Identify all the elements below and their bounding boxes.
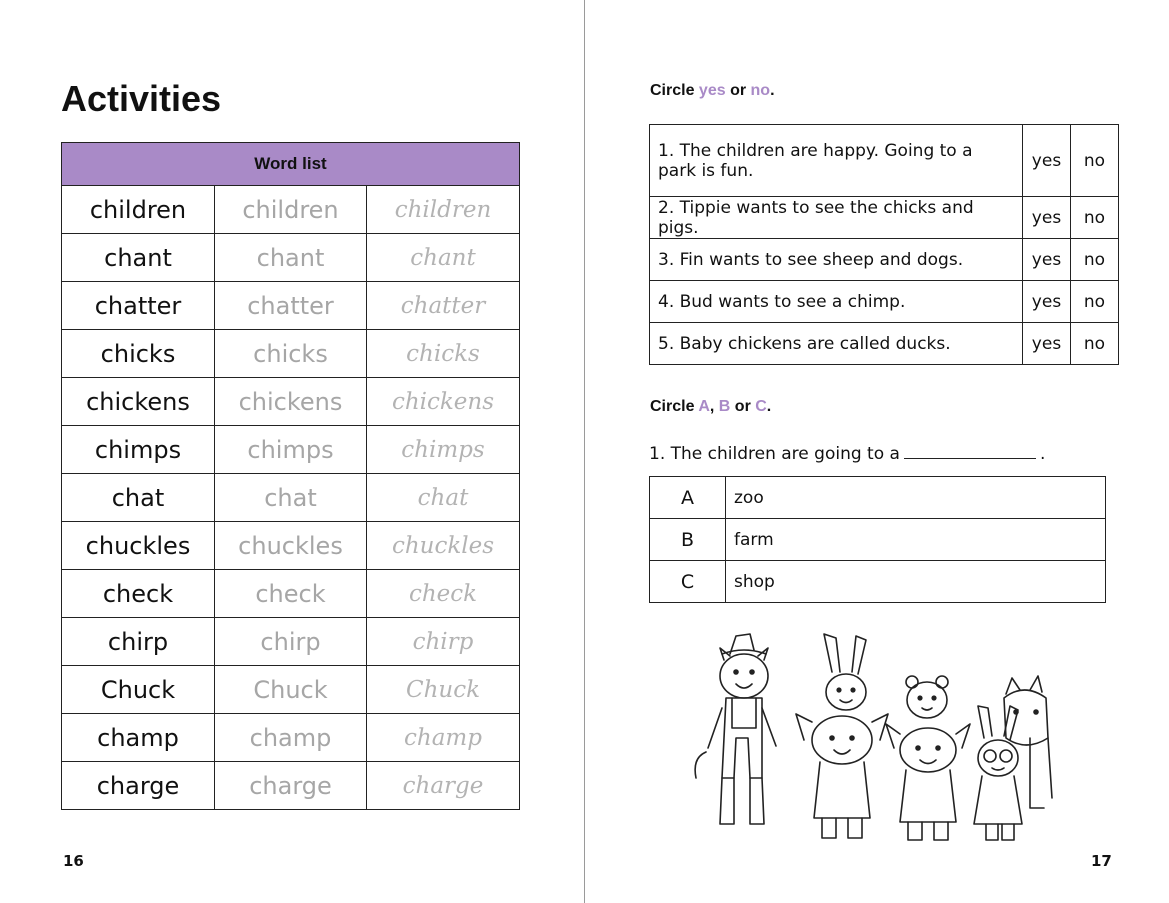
option-text: zoo [726,477,1106,519]
question-text: 2. Tippie wants to see the chicks and pigs. [650,197,1023,239]
bear-character [906,676,948,718]
instruction-text: , [709,398,719,415]
yes-option[interactable]: yes [1023,125,1071,197]
yes-no-table [649,124,1119,365]
abc-options-table [649,476,1106,603]
no-option[interactable]: no [1071,281,1119,323]
yes-no-instruction [650,82,775,100]
rabbit-glasses-character [974,706,1022,840]
table-row [650,281,1119,323]
table-row [650,125,1119,197]
word-cursive: chimps [367,426,520,474]
cat-character [695,634,776,824]
word: Chuck [62,666,215,714]
question-text: 3. Fin wants to see sheep and dogs. [650,239,1023,281]
table-row [650,561,1106,603]
word-list-body [62,186,520,810]
letter-b: B [718,398,731,415]
word: chirp [62,618,215,666]
table-row [62,618,520,666]
word: chat [62,474,215,522]
word-trace: check [215,570,367,618]
table-row [62,762,520,810]
word-trace: chatter [215,282,367,330]
word-trace: chant [215,234,367,282]
rabbit-character [824,634,866,710]
word-trace: chickens [215,378,367,426]
word-list-header: Word list [62,143,520,186]
instruction-text: Circle [650,82,699,99]
word-trace: champ [215,714,367,762]
pig-character-2 [886,724,970,840]
table-row [62,426,520,474]
word-trace: chat [215,474,367,522]
word: children [62,186,215,234]
word-cursive: charge [367,762,520,810]
word: chatter [62,282,215,330]
word-trace: chirp [215,618,367,666]
instruction-text: Circle [650,398,699,415]
no-option[interactable]: no [1071,323,1119,365]
option-letter[interactable]: B [650,519,726,561]
word: chuckles [62,522,215,570]
yes-option[interactable]: yes [1023,281,1071,323]
table-row [62,666,520,714]
table-row [62,234,520,282]
pig-character [796,714,888,838]
word-trace: children [215,186,367,234]
word: charge [62,762,215,810]
word: chickens [62,378,215,426]
word-cursive: champ [367,714,520,762]
word-cursive: chant [367,234,520,282]
question-text: 4. Bud wants to see a chimp. [650,281,1023,323]
table-row [650,323,1119,365]
abc-instruction [650,398,771,416]
horse-character [1004,676,1052,808]
no-option[interactable]: no [1071,197,1119,239]
word-cursive: chickens [367,378,520,426]
instruction-text: or [730,398,756,415]
letter-c: C [755,398,767,415]
yes-option[interactable]: yes [1023,239,1071,281]
word-trace: chimps [215,426,367,474]
sentence-text: 1. The children are going to a [649,444,900,464]
question-text: 5. Baby chickens are called ducks. [650,323,1023,365]
table-row [650,239,1119,281]
option-letter[interactable]: A [650,477,726,519]
word-trace: chicks [215,330,367,378]
table-row [62,186,520,234]
word-cursive: Chuck [367,666,520,714]
option-text: farm [726,519,1106,561]
instruction-text: . [766,398,772,415]
instruction-text: . [770,82,775,99]
word-cursive: chicks [367,330,520,378]
word: chicks [62,330,215,378]
word-cursive: chatter [367,282,520,330]
table-row [62,378,520,426]
page-number-right: 17 [1091,852,1112,870]
option-letter[interactable]: C [650,561,726,603]
word: champ [62,714,215,762]
table-row [62,714,520,762]
word-trace: chuckles [215,522,367,570]
word-cursive: chirp [367,618,520,666]
table-row [62,570,520,618]
word-cursive: check [367,570,520,618]
no-option[interactable]: no [1071,125,1119,197]
word-list-table [61,142,520,810]
animal-characters-illustration [686,628,1066,848]
book-spine [584,0,585,903]
table-row [62,282,520,330]
instruction-text: or [725,82,751,99]
option-text: shop [726,561,1106,603]
table-row [650,519,1106,561]
no-word: no [750,82,771,99]
word: check [62,570,215,618]
word: chant [62,234,215,282]
table-row [650,197,1119,239]
table-row [62,330,520,378]
table-row [62,522,520,570]
letter-a: A [698,398,710,415]
table-row [650,477,1106,519]
no-option[interactable]: no [1071,239,1119,281]
word-cursive: chat [367,474,520,522]
fill-in-sentence [649,444,1045,464]
page-title: Activities [61,78,222,119]
question-text: 1. The children are happy. Going to a park is fun. [650,125,1023,197]
yes-word: yes [698,82,726,99]
page-number-left: 16 [63,852,84,870]
table-row [62,474,520,522]
yes-option[interactable]: yes [1023,197,1071,239]
word: chimps [62,426,215,474]
yes-option[interactable]: yes [1023,323,1071,365]
word-trace: Chuck [215,666,367,714]
sentence-end: . [1039,444,1046,464]
word-trace: charge [215,762,367,810]
answer-blank[interactable] [904,444,1036,459]
word-cursive: children [367,186,520,234]
word-cursive: chuckles [367,522,520,570]
